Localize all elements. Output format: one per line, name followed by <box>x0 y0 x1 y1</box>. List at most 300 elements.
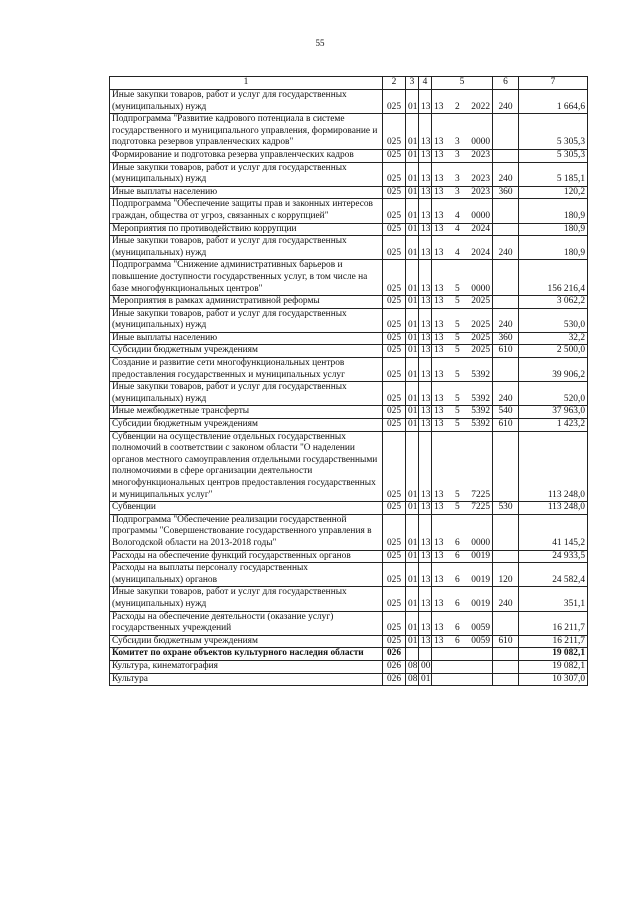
row-amount: 24 933,5 <box>519 550 588 563</box>
table-row <box>110 673 588 686</box>
row-amount: 1 664,6 <box>519 90 588 114</box>
target-code-part: 13 <box>434 149 444 160</box>
row-name-cell: Мероприятия по противодействию коррупции <box>110 223 383 236</box>
row-ministry-code: 025 <box>383 186 406 199</box>
target-code-part: 6 <box>454 635 460 646</box>
row-expense-type-code <box>493 260 519 296</box>
row-section-code <box>406 648 419 661</box>
row-subsection-code: 13 <box>419 199 432 223</box>
row-expense-type-code <box>493 431 519 502</box>
table-row <box>110 236 588 260</box>
target-code-part: 0019 <box>471 598 490 609</box>
table-row <box>110 149 588 162</box>
header-cell: 2 <box>383 77 406 90</box>
row-expense-type-code: 540 <box>493 406 519 419</box>
row-subsection-code: 13 <box>419 114 432 150</box>
table-row <box>110 114 588 150</box>
row-subsection-code: 13 <box>419 587 432 611</box>
target-code-part: 13 <box>434 598 444 609</box>
target-code-part: 13 <box>434 296 444 307</box>
row-name-cell: Культура <box>110 673 383 686</box>
header-cell: 1 <box>110 77 383 90</box>
row-target-code <box>432 186 493 199</box>
table-row <box>110 358 588 382</box>
row-section-code: 01 <box>406 431 419 502</box>
row-ministry-code: 025 <box>383 406 406 419</box>
target-code-part: 13 <box>434 537 444 548</box>
row-target-code <box>432 587 493 611</box>
row-expense-type-code <box>493 648 519 661</box>
row-name-cell: Подпрограмма "Снижение административных барьеров и повышение доступности государственных услуг, в том числе на базе многофункциональных центров" <box>110 260 383 296</box>
target-code-part: 13 <box>434 393 444 404</box>
row-subsection-code: 13 <box>419 502 432 515</box>
target-code-part: 13 <box>434 369 444 380</box>
target-code-part: 6 <box>454 574 460 585</box>
row-amount: 16 211,7 <box>519 611 588 635</box>
row-ministry-code: 025 <box>383 296 406 309</box>
table-row <box>110 514 588 550</box>
row-target-code <box>432 90 493 114</box>
row-ministry-code: 025 <box>383 419 406 432</box>
row-subsection-code: 13 <box>419 419 432 432</box>
row-target-code <box>432 611 493 635</box>
row-subsection-code: 13 <box>419 514 432 550</box>
row-section-code: 01 <box>406 382 419 406</box>
row-amount: 113 248,0 <box>519 502 588 515</box>
row-amount: 19 082,1 <box>519 648 588 661</box>
row-expense-type-code: 120 <box>493 563 519 587</box>
row-expense-type-code <box>493 358 519 382</box>
row-section-code: 01 <box>406 587 419 611</box>
row-target-code <box>432 308 493 332</box>
row-name-cell: Субсидии бюджетным учреждениям <box>110 419 383 432</box>
table-row <box>110 223 588 236</box>
row-expense-type-code: 610 <box>493 345 519 358</box>
target-code-part: 2 <box>454 101 460 112</box>
target-code-part: 0059 <box>471 623 490 634</box>
row-subsection-code: 13 <box>419 550 432 563</box>
row-ministry-code: 025 <box>383 502 406 515</box>
row-section-code: 01 <box>406 563 419 587</box>
row-name-cell: Подпрограмма "Обеспечение реализации государственной программы "Совершенствование государственного управления в Вологодской области на 2013-2018 годы" <box>110 514 383 550</box>
target-code-part: 5 <box>454 283 460 294</box>
row-ministry-code: 025 <box>383 149 406 162</box>
row-amount: 3 062,2 <box>519 296 588 309</box>
target-code-part: 5 <box>454 345 460 356</box>
row-subsection-code: 13 <box>419 223 432 236</box>
row-subsection-code: 13 <box>419 345 432 358</box>
row-target-code <box>432 635 493 648</box>
row-amount: 156 216,4 <box>519 260 588 296</box>
target-code-part: 13 <box>434 186 444 197</box>
row-expense-type-code: 240 <box>493 236 519 260</box>
row-ministry-code: 026 <box>383 673 406 686</box>
row-expense-type-code <box>493 660 519 673</box>
row-ministry-code: 025 <box>383 114 406 150</box>
row-subsection-code: 00 <box>419 660 432 673</box>
row-amount: 5 185,1 <box>519 162 588 186</box>
target-code-part: 2025 <box>471 345 490 356</box>
row-ministry-code: 025 <box>383 431 406 502</box>
target-code-part: 0059 <box>471 635 490 646</box>
target-code-part: 2025 <box>471 320 490 331</box>
row-section-code: 01 <box>406 611 419 635</box>
row-ministry-code: 025 <box>383 199 406 223</box>
header-cell: 3 <box>406 77 419 90</box>
target-code-part: 3 <box>454 137 460 148</box>
row-name-cell: Иные межбюджетные трансферты <box>110 406 383 419</box>
target-code-part: 13 <box>434 489 444 500</box>
row-expense-type-code: 530 <box>493 502 519 515</box>
target-code-part: 7225 <box>471 489 490 500</box>
row-section-code: 01 <box>406 199 419 223</box>
target-code-part: 7225 <box>471 502 490 513</box>
target-code-part: 5 <box>454 332 460 343</box>
target-code-part: 3 <box>454 174 460 185</box>
row-name-cell: Иные закупки товаров, работ и услуг для государственных (муниципальных) нужд <box>110 236 383 260</box>
row-expense-type-code <box>493 514 519 550</box>
row-subsection-code: 13 <box>419 431 432 502</box>
row-section-code: 08 <box>406 673 419 686</box>
table-row <box>110 260 588 296</box>
target-code-part: 13 <box>434 101 444 112</box>
table-row <box>110 382 588 406</box>
row-target-code <box>432 431 493 502</box>
row-amount: 41 145,2 <box>519 514 588 550</box>
header-cell: 6 <box>493 77 519 90</box>
row-section-code: 01 <box>406 114 419 150</box>
target-code-part: 5 <box>454 296 460 307</box>
row-section-code: 01 <box>406 296 419 309</box>
target-code-part: 5392 <box>471 369 490 380</box>
target-code-part: 2023 <box>471 174 490 185</box>
row-name-cell: Подпрограмма "Обеспечение защиты прав и законных интересов граждан, общества от угроз, связанных с коррупцией" <box>110 199 383 223</box>
row-target-code <box>432 223 493 236</box>
table-row <box>110 199 588 223</box>
row-expense-type-code: 610 <box>493 635 519 648</box>
table-row <box>110 550 588 563</box>
row-section-code: 01 <box>406 332 419 345</box>
row-ministry-code: 025 <box>383 223 406 236</box>
row-section-code: 01 <box>406 345 419 358</box>
target-code-part: 2022 <box>471 101 490 112</box>
row-target-code <box>432 236 493 260</box>
row-target-code <box>432 673 493 686</box>
target-code-part: 5 <box>454 393 460 404</box>
table-row <box>110 90 588 114</box>
row-ministry-code: 025 <box>383 236 406 260</box>
row-subsection-code: 13 <box>419 406 432 419</box>
row-subsection-code: 01 <box>419 673 432 686</box>
row-ministry-code: 025 <box>383 358 406 382</box>
target-code-part: 13 <box>434 635 444 646</box>
table-row <box>110 419 588 432</box>
row-expense-type-code <box>493 149 519 162</box>
target-code-part: 5 <box>454 489 460 500</box>
target-code-part: 0019 <box>471 574 490 585</box>
row-target-code <box>432 149 493 162</box>
row-target-code <box>432 199 493 223</box>
row-name-cell: Расходы на обеспечение функций государственных органов <box>110 550 383 563</box>
target-code-part: 0000 <box>471 537 490 548</box>
target-code-part: 13 <box>434 550 444 561</box>
row-section-code: 01 <box>406 514 419 550</box>
row-subsection-code: 13 <box>419 186 432 199</box>
row-section-code: 01 <box>406 186 419 199</box>
row-name-cell: Субвенции <box>110 502 383 515</box>
row-expense-type-code: 240 <box>493 382 519 406</box>
table-row <box>110 296 588 309</box>
page-number: 55 <box>315 38 325 48</box>
row-ministry-code: 025 <box>383 611 406 635</box>
target-code-part: 13 <box>434 419 444 430</box>
target-code-part: 13 <box>434 247 444 258</box>
row-target-code <box>432 114 493 150</box>
table-row <box>110 635 588 648</box>
row-subsection-code: 13 <box>419 296 432 309</box>
target-code-part: 2024 <box>471 247 490 258</box>
target-code-part: 13 <box>434 174 444 185</box>
row-ministry-code: 025 <box>383 345 406 358</box>
row-name-cell: Иные выплаты населению <box>110 332 383 345</box>
row-name-cell: Формирование и подготовка резерва управленческих кадров <box>110 149 383 162</box>
row-name-cell: Иные закупки товаров, работ и услуг для государственных (муниципальных) нужд <box>110 90 383 114</box>
target-code-part: 6 <box>454 623 460 634</box>
row-ministry-code: 025 <box>383 260 406 296</box>
target-code-part: 2025 <box>471 332 490 343</box>
target-code-part: 5 <box>454 406 460 417</box>
row-subsection-code: 13 <box>419 149 432 162</box>
target-code-part: 5392 <box>471 406 490 417</box>
row-section-code: 01 <box>406 223 419 236</box>
row-expense-type-code <box>493 296 519 309</box>
row-expense-type-code: 240 <box>493 587 519 611</box>
row-section-code: 01 <box>406 358 419 382</box>
row-amount: 16 211,7 <box>519 635 588 648</box>
table-row <box>110 431 588 502</box>
row-expense-type-code <box>493 223 519 236</box>
row-name-cell: Субсидии бюджетным учреждениям <box>110 345 383 358</box>
row-expense-type-code <box>493 550 519 563</box>
target-code-part: 5 <box>454 419 460 430</box>
header-cell: 7 <box>519 77 588 90</box>
row-name-cell: Создание и развитие сети многофункциональных центров предоставления государственных и муниципальных услуг <box>110 358 383 382</box>
target-code-part: 4 <box>454 210 460 221</box>
table-row <box>110 162 588 186</box>
row-ministry-code: 025 <box>383 587 406 611</box>
table-row <box>110 563 588 587</box>
row-subsection-code: 13 <box>419 90 432 114</box>
row-amount: 5 305,3 <box>519 114 588 150</box>
row-expense-type-code: 360 <box>493 332 519 345</box>
target-code-part: 6 <box>454 598 460 609</box>
row-target-code <box>432 660 493 673</box>
target-code-part: 13 <box>434 502 444 513</box>
target-code-part: 13 <box>434 623 444 634</box>
row-section-code: 01 <box>406 550 419 563</box>
row-name-cell: Расходы на обеспечение деятельности (оказание услуг) государственных учреждений <box>110 611 383 635</box>
row-subsection-code: 13 <box>419 382 432 406</box>
target-code-part: 6 <box>454 550 460 561</box>
row-ministry-code: 025 <box>383 635 406 648</box>
row-subsection-code: 13 <box>419 332 432 345</box>
target-code-part: 13 <box>434 210 444 221</box>
target-code-part: 4 <box>454 247 460 258</box>
target-code-part: 13 <box>434 137 444 148</box>
table-row <box>110 587 588 611</box>
row-subsection-code: 13 <box>419 358 432 382</box>
row-section-code: 01 <box>406 308 419 332</box>
row-section-code: 01 <box>406 162 419 186</box>
target-code-part: 3 <box>454 149 460 160</box>
row-ministry-code: 025 <box>383 90 406 114</box>
target-code-part: 0019 <box>471 550 490 561</box>
row-expense-type-code <box>493 199 519 223</box>
target-code-part: 5392 <box>471 393 490 404</box>
row-target-code <box>432 419 493 432</box>
target-code-part: 6 <box>454 537 460 548</box>
table-row <box>110 332 588 345</box>
row-name-cell: Культура, кинематография <box>110 660 383 673</box>
row-target-code <box>432 514 493 550</box>
row-ministry-code: 026 <box>383 648 406 661</box>
row-ministry-code: 026 <box>383 660 406 673</box>
row-expense-type-code: 610 <box>493 419 519 432</box>
target-code-part: 2023 <box>471 149 490 160</box>
row-amount: 180,9 <box>519 236 588 260</box>
row-section-code: 01 <box>406 406 419 419</box>
header-cell: 5 <box>432 77 493 90</box>
row-expense-type-code: 240 <box>493 90 519 114</box>
row-section-code: 01 <box>406 90 419 114</box>
target-code-part: 2025 <box>471 296 490 307</box>
row-section-code: 01 <box>406 260 419 296</box>
target-code-part: 13 <box>434 283 444 294</box>
row-target-code <box>432 358 493 382</box>
row-subsection-code: 13 <box>419 635 432 648</box>
row-name-cell: Иные закупки товаров, работ и услуг для государственных (муниципальных) нужд <box>110 162 383 186</box>
row-name-cell: Иные закупки товаров, работ и услуг для государственных (муниципальных) нужд <box>110 308 383 332</box>
row-amount: 39 906,2 <box>519 358 588 382</box>
row-amount: 520,0 <box>519 382 588 406</box>
row-amount: 24 582,4 <box>519 563 588 587</box>
target-code-part: 13 <box>434 345 444 356</box>
table-row <box>110 345 588 358</box>
target-code-part: 2024 <box>471 223 490 234</box>
row-section-code: 01 <box>406 236 419 260</box>
table-row <box>110 308 588 332</box>
row-amount: 1 423,2 <box>519 419 588 432</box>
target-code-part: 0000 <box>471 210 490 221</box>
target-code-part: 5392 <box>471 419 490 430</box>
table-row <box>110 648 588 661</box>
row-target-code <box>432 296 493 309</box>
row-subsection-code: 13 <box>419 260 432 296</box>
row-section-code: 01 <box>406 502 419 515</box>
target-code-part: 13 <box>434 406 444 417</box>
row-subsection-code: 13 <box>419 563 432 587</box>
row-subsection-code: 13 <box>419 162 432 186</box>
row-amount: 5 305,3 <box>519 149 588 162</box>
row-expense-type-code <box>493 611 519 635</box>
row-name-cell: Субвенции на осуществление отдельных государственных полномочий в соответствии с законом области "О наделении органов местного самоуправления отдельными государственными полномочиями в сфере организации деятельности многофункциональных центров предоставления государственных и муниципальных услуг" <box>110 431 383 502</box>
row-amount: 530,0 <box>519 308 588 332</box>
row-name-cell: Расходы на выплаты персоналу государственных (муниципальных) органов <box>110 563 383 587</box>
row-subsection-code: 13 <box>419 611 432 635</box>
row-target-code <box>432 332 493 345</box>
row-name-cell: Иные закупки товаров, работ и услуг для государственных (муниципальных) нужд <box>110 382 383 406</box>
header-cell: 4 <box>419 77 432 90</box>
row-target-code <box>432 382 493 406</box>
row-amount: 32,2 <box>519 332 588 345</box>
row-name-cell: Иные закупки товаров, работ и услуг для государственных (муниципальных) нужд <box>110 587 383 611</box>
row-amount: 351,1 <box>519 587 588 611</box>
row-amount: 113 248,0 <box>519 431 588 502</box>
target-code-part: 13 <box>434 332 444 343</box>
row-ministry-code: 025 <box>383 382 406 406</box>
target-code-part: 4 <box>454 223 460 234</box>
row-amount: 2 500,0 <box>519 345 588 358</box>
row-section-code: 01 <box>406 635 419 648</box>
row-name-cell: Комитет по охране объектов культурного наследия области <box>110 648 383 661</box>
row-target-code <box>432 162 493 186</box>
table-header-row <box>110 77 588 90</box>
target-code-part: 5 <box>454 502 460 513</box>
row-name-cell: Мероприятия в рамках административной реформы <box>110 296 383 309</box>
row-ministry-code: 025 <box>383 162 406 186</box>
table-row <box>110 660 588 673</box>
row-ministry-code: 025 <box>383 514 406 550</box>
table-row <box>110 502 588 515</box>
row-target-code <box>432 563 493 587</box>
row-subsection-code: 13 <box>419 308 432 332</box>
row-amount: 19 082,1 <box>519 660 588 673</box>
table-row <box>110 611 588 635</box>
row-section-code: 01 <box>406 149 419 162</box>
row-expense-type-code: 240 <box>493 162 519 186</box>
row-name-cell: Иные выплаты населению <box>110 186 383 199</box>
row-section-code: 08 <box>406 660 419 673</box>
row-amount: 180,9 <box>519 223 588 236</box>
target-code-part: 13 <box>434 320 444 331</box>
row-ministry-code: 025 <box>383 563 406 587</box>
target-code-part: 5 <box>454 369 460 380</box>
row-subsection-code <box>419 648 432 661</box>
row-subsection-code: 13 <box>419 236 432 260</box>
row-amount: 120,2 <box>519 186 588 199</box>
row-ministry-code: 025 <box>383 308 406 332</box>
row-ministry-code: 025 <box>383 332 406 345</box>
target-code-part: 13 <box>434 574 444 585</box>
row-expense-type-code <box>493 673 519 686</box>
row-target-code <box>432 648 493 661</box>
row-expense-type-code: 240 <box>493 308 519 332</box>
row-expense-type-code: 360 <box>493 186 519 199</box>
table-row <box>110 186 588 199</box>
row-target-code <box>432 502 493 515</box>
target-code-part: 13 <box>434 223 444 234</box>
row-target-code <box>432 260 493 296</box>
row-name-cell: Подпрограмма "Развитие кадрового потенциала в системе государственного и муниципального управления, формирование и подготовка резервов управленческих кадров" <box>110 114 383 150</box>
row-section-code: 01 <box>406 419 419 432</box>
row-amount: 180,9 <box>519 199 588 223</box>
row-target-code <box>432 345 493 358</box>
row-name-cell: Субсидии бюджетным учреждениям <box>110 635 383 648</box>
table-row <box>110 406 588 419</box>
row-target-code <box>432 550 493 563</box>
row-ministry-code: 025 <box>383 550 406 563</box>
row-expense-type-code <box>493 114 519 150</box>
